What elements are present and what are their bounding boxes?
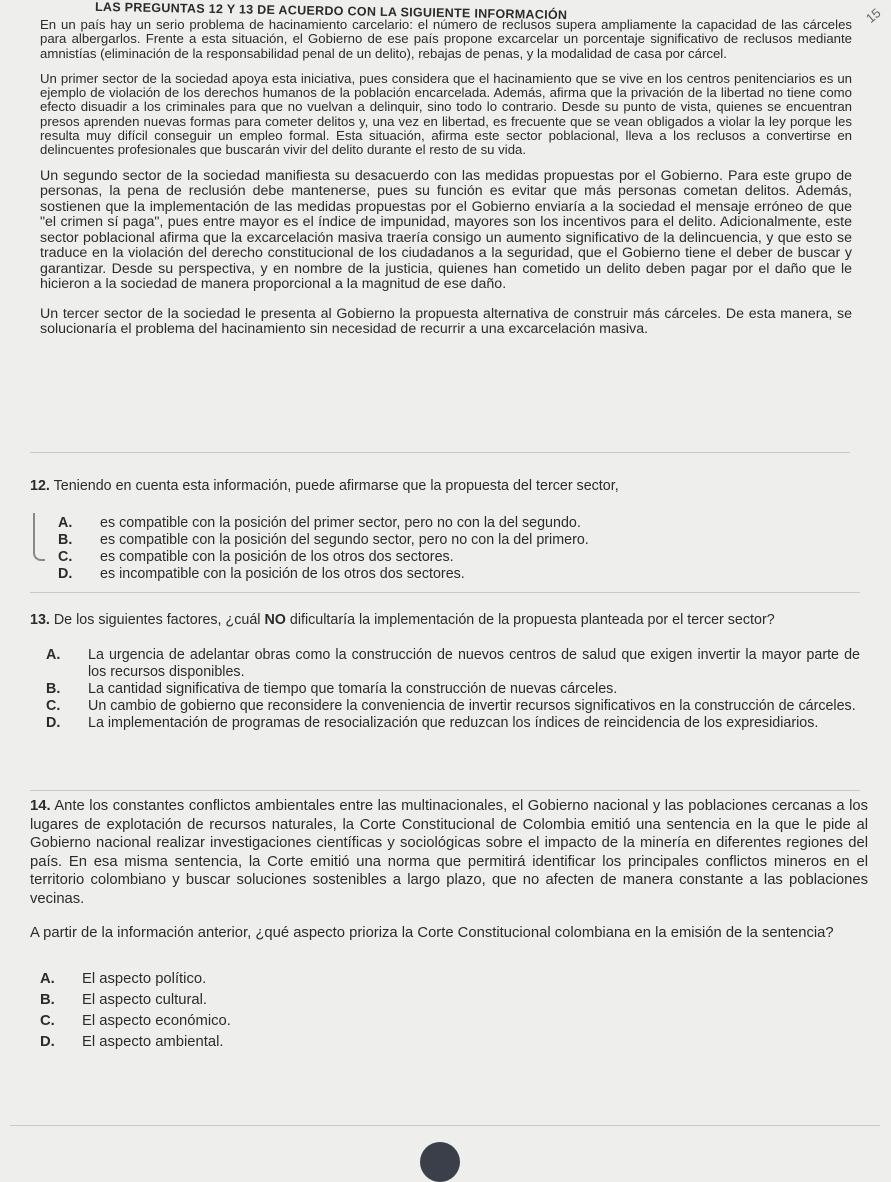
option-b[interactable] bbox=[40, 990, 868, 1011]
option-text: Un cambio de gobierno que reconsidere la conveniencia de invertir recursos significativos en la construcción de cárceles. bbox=[88, 698, 856, 714]
option-text: es incompatible con la posición de los otros dos sectores. bbox=[100, 566, 465, 582]
question-stem-end: dificultaría la implementación de la propuesta planteada por el tercer sector? bbox=[285, 612, 775, 628]
option-text: es compatible con la posición del primer sector, pero no con la del segundo. bbox=[100, 515, 581, 531]
option-text: La cantidad significativa de tiempo que tomaría la construcción de nuevas cárceles. bbox=[88, 681, 618, 697]
question-number: 12. bbox=[30, 478, 50, 494]
option-a[interactable] bbox=[58, 515, 850, 532]
question-13 bbox=[30, 612, 860, 732]
section-header: LAS PREGUNTAS 12 Y 13 DE ACUERDO CON LA SIGUIENTE INFORMACIÓN bbox=[94, 0, 568, 23]
option-letter: A. bbox=[40, 970, 55, 987]
option-c[interactable] bbox=[40, 1011, 868, 1032]
option-letter: D. bbox=[46, 715, 61, 731]
question-stem-start: De los siguientes factores, ¿cuál bbox=[53, 612, 265, 628]
option-letter: B. bbox=[40, 991, 55, 1008]
finger-shadow bbox=[420, 1142, 460, 1182]
question-number: 14. bbox=[30, 798, 51, 814]
question-stem: Teniendo en cuenta esta información, puede afirmarse que la propuesta del tercer sector, bbox=[53, 478, 619, 494]
divider bbox=[30, 790, 860, 791]
question-12 bbox=[30, 478, 850, 583]
option-letter: D. bbox=[40, 1033, 55, 1050]
option-letter: C. bbox=[58, 549, 73, 565]
question-stem: Ante los constantes conflictos ambientales entre las multinacionales, el Gobierno nacional y las poblaciones cercanas a los lugares de explotación de recursos naturales, la Corte Constitucional de Colombia emitió una sentencia en la que le pide al Gobierno nacional realizar investigaciones científicas y sociológicas sobre el impacto de la minería en diferentes regiones del país. En esa misma sentencia, la Corte emitió una norma que permitirá identificar los principales conflictos mineros en el territorio colombiano y buscar soluciones sostenibles a largo plazo, que no afecten de manera constante a las poblaciones vecinas. bbox=[30, 798, 869, 907]
option-text: El aspecto económico. bbox=[82, 1012, 231, 1029]
option-text: La urgencia de adelantar obras como la construcción de nuevos centros de salud que exigen invertir la mayor parte de los recursos disponibles. bbox=[88, 647, 860, 680]
option-c[interactable] bbox=[58, 549, 850, 566]
option-text: El aspecto cultural. bbox=[82, 991, 208, 1008]
option-d[interactable] bbox=[58, 566, 850, 583]
divider bbox=[30, 592, 860, 593]
option-text: es compatible con la posición de los otros dos sectores. bbox=[100, 549, 454, 565]
option-letter: D. bbox=[58, 566, 73, 582]
option-text: El aspecto político. bbox=[82, 970, 207, 987]
pencil-mark bbox=[33, 513, 45, 561]
option-a[interactable] bbox=[40, 969, 868, 990]
passage-paragraph: Un segundo sector de la sociedad manifiesta su desacuerdo con las medidas propuestas por el Gobierno. Para este grupo de personas, la pena de reclusión debe mantenerse, pues su función es evitar que más personas cometan delitos. Además, sostienen que la implementación de las medidas propuestas por el Gobierno enviaría a la sociedad el mensaje erróneo de que "el crimen sí paga", pues entre mayor es el índice de impunidad, mayores son los incentivos para el delito. Adicionalmente, este sector poblacional afirma que la excarcelación masiva traería consigo un aumento significativo de la delincuencia, y que esto se traduce en la violación del derecho constitucional de los ciudadanos a la seguridad, que el Gobierno tiene el deber de buscar y garantizar. Desde su perspectiva, y en nombre de la justicia, quienes han cometido un delito deben pagar por el daño que le hicieron a la sociedad de manera proporcional a la magnitud de ese daño. bbox=[40, 167, 852, 293]
option-d[interactable] bbox=[46, 715, 860, 732]
option-c[interactable] bbox=[46, 698, 860, 715]
question-prompt: A partir de la información anterior, ¿qué aspecto prioriza la Corte Constitucional colombiana en la emisión de la sentencia? bbox=[30, 925, 834, 941]
passage-paragraph: Un primer sector de la sociedad apoya esta iniciativa, pues considera que el hacinamiento que se vive en los centros penitenciarios es un ejemplo de violación de los derechos humanos de la población encarcelada. Además, afirma que la privación de la libertad no tiene como efecto disuadir a los criminales para que no vuelvan a delinquir, sino todo lo contrario. Desde su punto de vista, quienes se encuentran presos aprenden nuevas formas para cometer delitos y, una vez en libertad, es frecuente que se vean obligados a violar la ley porque les resulta muy difícil conseguir un empleo formal. Esta situación, afirma este sector poblacional, lleva a los reclusos a convertirse en delincuentes profesionales que buscarán vivir del delito durante el resto de su vida. bbox=[40, 70, 852, 158]
option-b[interactable] bbox=[58, 532, 850, 549]
option-letter: C. bbox=[46, 698, 61, 714]
option-text: La implementación de programas de resocialización que reduzcan los índices de reincidencia de los expresidiarios. bbox=[88, 715, 819, 731]
question-stem-emphasis: NO bbox=[264, 612, 286, 628]
passage-paragraph: En un país hay un serio problema de hacinamiento carcelario: el número de reclusos supera ampliamente la capacidad de las cárceles para albergarlos. Frente a esta situación, el Gobierno de ese país propone excarcelar un porcentaje significativo de reclusos mediante amnistías (eliminación de la responsabilidad penal de un delito), rebajas de penas, y la modalidad de casa por cárcel. bbox=[40, 17, 852, 61]
option-letter: B. bbox=[58, 532, 73, 548]
question-number: 13. bbox=[30, 612, 50, 628]
question-14 bbox=[30, 797, 868, 1053]
divider bbox=[30, 452, 850, 453]
option-text: es compatible con la posición del segundo sector, pero no con la del primero. bbox=[100, 532, 589, 548]
option-a[interactable] bbox=[46, 647, 860, 681]
option-letter: C. bbox=[40, 1012, 55, 1029]
passage-paragraph: Un tercer sector de la sociedad le presenta al Gobierno la propuesta alternativa de construir más cárceles. De esta manera, se solucionaría el problema del hacinamiento sin necesidad de recurrir a una excarcelación masiva. bbox=[40, 305, 852, 338]
reading-passage bbox=[40, 18, 852, 349]
option-letter: A. bbox=[46, 647, 61, 663]
option-letter: A. bbox=[58, 515, 73, 531]
divider bbox=[10, 1125, 880, 1126]
option-text: El aspecto ambiental. bbox=[82, 1033, 224, 1050]
option-b[interactable] bbox=[46, 681, 860, 698]
page-number: 15 bbox=[862, 5, 884, 26]
option-d[interactable] bbox=[40, 1032, 868, 1053]
option-letter: B. bbox=[46, 681, 61, 697]
